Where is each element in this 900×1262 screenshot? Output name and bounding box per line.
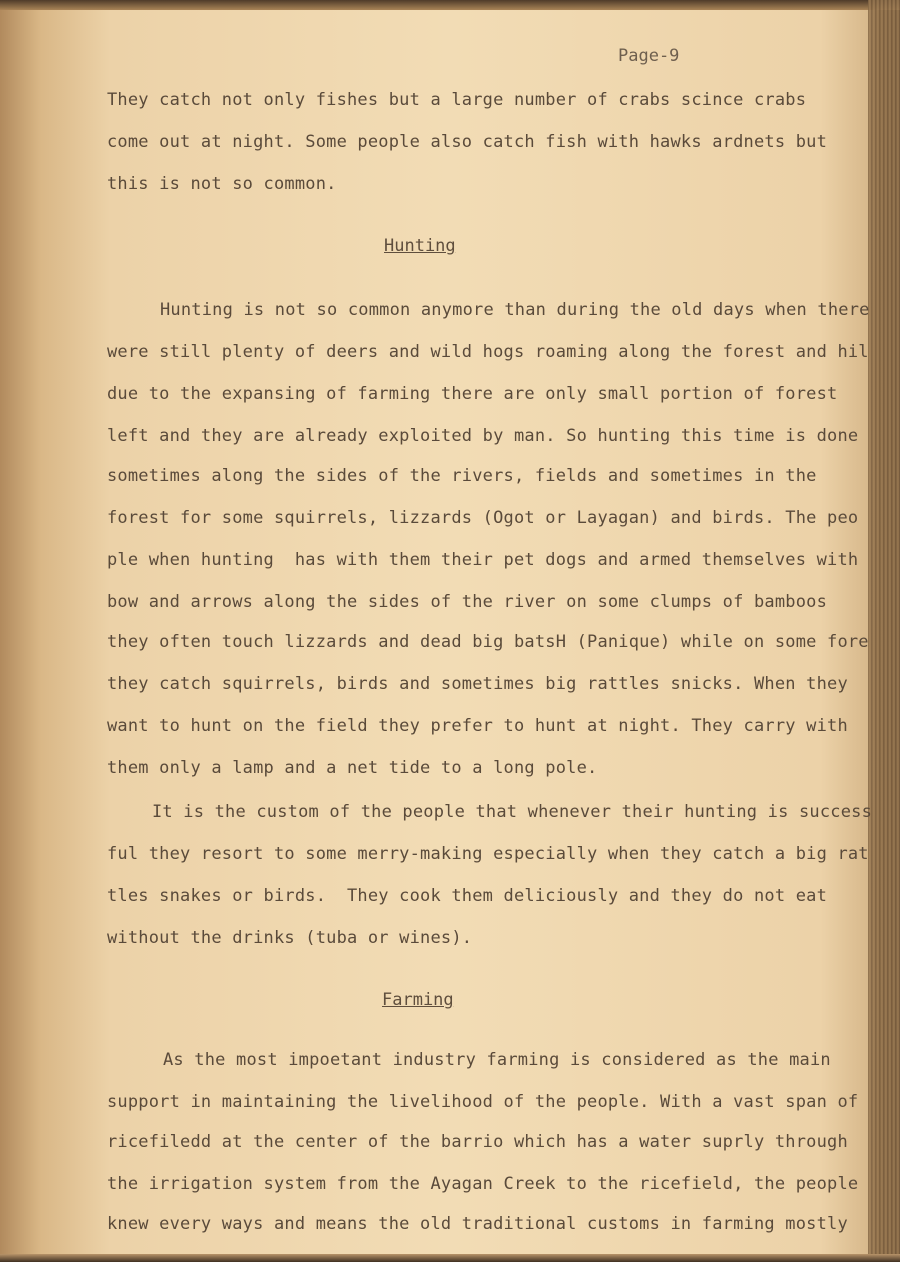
text-line: were still plenty of deers and wild hogs roaming along the forest and hil xyxy=(107,342,869,362)
text-line: bow and arrows along the sides of the river on some clumps of bamboos xyxy=(107,592,828,612)
text-line: them only a lamp and a net tide to a long pole. xyxy=(107,758,598,778)
page-number: Page-9 xyxy=(618,46,680,66)
top-shadow-edge xyxy=(0,0,900,10)
section-heading-farming: Farming xyxy=(382,990,454,1010)
section-heading-hunting: Hunting xyxy=(384,236,456,256)
text-line: support in maintaining the livelihood of the people. With a vast span of xyxy=(107,1092,859,1112)
text-line: they catch squirrels, birds and sometimes big rattles snicks. When they xyxy=(107,674,848,694)
text-line: due to the expansing of farming there are only small portion of forest xyxy=(107,384,838,404)
text-line: without the drinks (tuba or wines). xyxy=(107,928,473,948)
text-line: left and they are already exploited by man. So hunting this time is done xyxy=(107,426,859,446)
text-line: ricefiledd at the center of the barrio which has a water suprly through xyxy=(107,1132,848,1152)
text-line: sometimes along the sides of the rivers, fields and sometimes in the xyxy=(107,466,817,486)
text-line: this is not so common. xyxy=(107,174,337,194)
text-line: knew every ways and means the old traditional customs in farming mostly xyxy=(107,1214,848,1234)
text-line: tles snakes or birds. They cook them deliciously and they do not eat xyxy=(107,886,828,906)
text-line: forest for some squirrels, lizzards (Ogot or Layagan) and birds. The peo xyxy=(107,508,859,528)
text-line: ful they resort to some merry-making especially when they catch a big rat xyxy=(107,844,869,864)
text-line: want to hunt on the field they prefer to hunt at night. They carry with xyxy=(107,716,848,736)
text-line: come out at night. Some people also catch fish with hawks ardnets but xyxy=(107,132,828,152)
text-line: They catch not only fishes but a large number of crabs scince crabs xyxy=(107,90,807,110)
book-binding-edge xyxy=(868,0,900,1262)
text-line: Hunting is not so common anymore than during the old days when there xyxy=(160,300,870,320)
text-line: ple when hunting has with them their pet dogs and armed themselves with xyxy=(107,550,859,570)
text-line: It is the custom of the people that whenever their hunting is success xyxy=(152,802,873,822)
text-line: they often touch lizzards and dead big batsH (Panique) while on some fore xyxy=(107,632,869,652)
bottom-shadow-edge xyxy=(0,1254,900,1262)
text-line: As the most impoetant industry farming is considered as the main xyxy=(163,1050,831,1070)
text-line: the irrigation system from the Ayagan Creek to the ricefield, the people xyxy=(107,1174,859,1194)
